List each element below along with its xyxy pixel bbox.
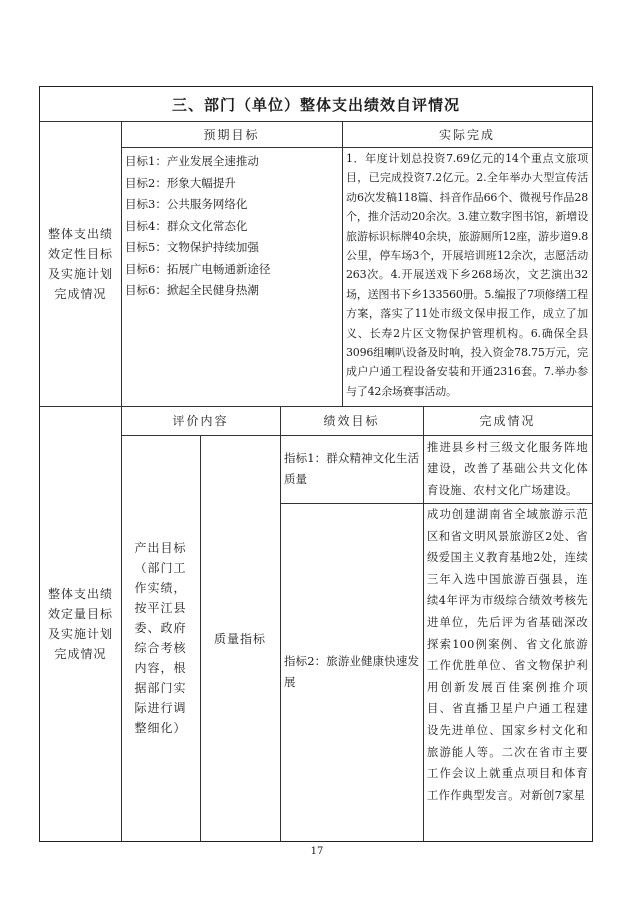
header-expected: 预期目标: [203, 127, 260, 142]
expected-goals-list: [121, 147, 342, 406]
result-1-text: 推进县乡村三级文化服务阵地建设，改善了基础公共文化体育设施、农村文化广场建设。: [427, 440, 588, 497]
header-actual: 实际完成: [438, 127, 495, 142]
header-completion: 完成情况: [479, 414, 536, 428]
list-item: 目标5：文物保护持续加强: [125, 240, 259, 254]
result-2-text: 成功创建湖南省全域旅游示范区和省文明风景旅游区2处、省级爱国主义教育基地2处，连续三年入选中国旅游百强县，连续4年评为市级综合绩效考核先进单位，先后评为省基础深改探索100例案例、省文化旅游工作优胜单位、省文物保护利用创新发展百佳案例推介项目、省直播卫星户户通工程建设先进单位、国家乡村文化和旅游能人等。二次在省市主要工作会议上就重点项目和体育工作作典型发言。对新创7家星: [427, 508, 588, 802]
header-performance-target: 绩效目标: [323, 414, 380, 428]
list-item: 目标1：产业发展全速推动: [125, 154, 259, 168]
list-item: 目标6：掀起全民健身热潮: [125, 283, 259, 297]
section-title: 三、部门（单位）整体支出绩效自评情况: [171, 95, 460, 114]
result-1: [423, 435, 592, 503]
indicator-2-text: 指标2：旅游业健康快速发展: [284, 654, 419, 689]
indicator-1: [280, 435, 423, 503]
list-item: 目标3：公共服务网络化: [125, 197, 248, 211]
list-item: 目标6：拓展广电畅通新途径: [125, 261, 271, 276]
indicator-2: [280, 503, 423, 841]
indicator-1-text: 指标1：群众精神文化生活质量: [284, 451, 419, 486]
list-item: 目标2：形象大幅提升: [125, 175, 236, 190]
list-item: 目标4：群众文化常态化: [125, 218, 248, 233]
qualitative-row-label: 整体支出绩效定性目标及实施计划完成情况: [47, 226, 113, 301]
header-evaluation-content: 评价内容: [172, 414, 229, 428]
page-number: 17: [310, 846, 324, 857]
quantitative-row-label: 整体支出绩效定量目标及实施计划完成情况: [47, 586, 113, 661]
actual-completion-text: 1．年度计划总投资7.69亿元的14个重点文旅项目，已完成投资7.2亿元。2.全年举办大型宣传活动6次发稿118篇、抖音作品66个、微视号作品28个，推介活动20余次。3.建立数字图书馆，新增设旅游标识标牌40余块，旅游厕所12座，游步道9.8公里，停车场3个，开展培训班12余次，志愿活动263次。4.开展送戏下乡268场次，文艺演出32场，送图书下乡133560册。5.编报了7项修缮工程方案，落实了11处市级文保申报工作，成立了加义、长寿2片区文物保护管理机构。6.确保全县3096组喇叭设备及时响，投入资金78.75万元，完成户户通工程设备安装和开通2316套。7.举办参与了42余场赛事活动。: [346, 152, 588, 398]
output-goal-label: 产出目标（部门工作实绩，按平江县委、政府综合考核内容，根据部门实际进行调整细化）: [134, 541, 187, 735]
evaluation-table: [39, 86, 593, 842]
quality-indicator-label: 质量指标: [213, 631, 266, 646]
